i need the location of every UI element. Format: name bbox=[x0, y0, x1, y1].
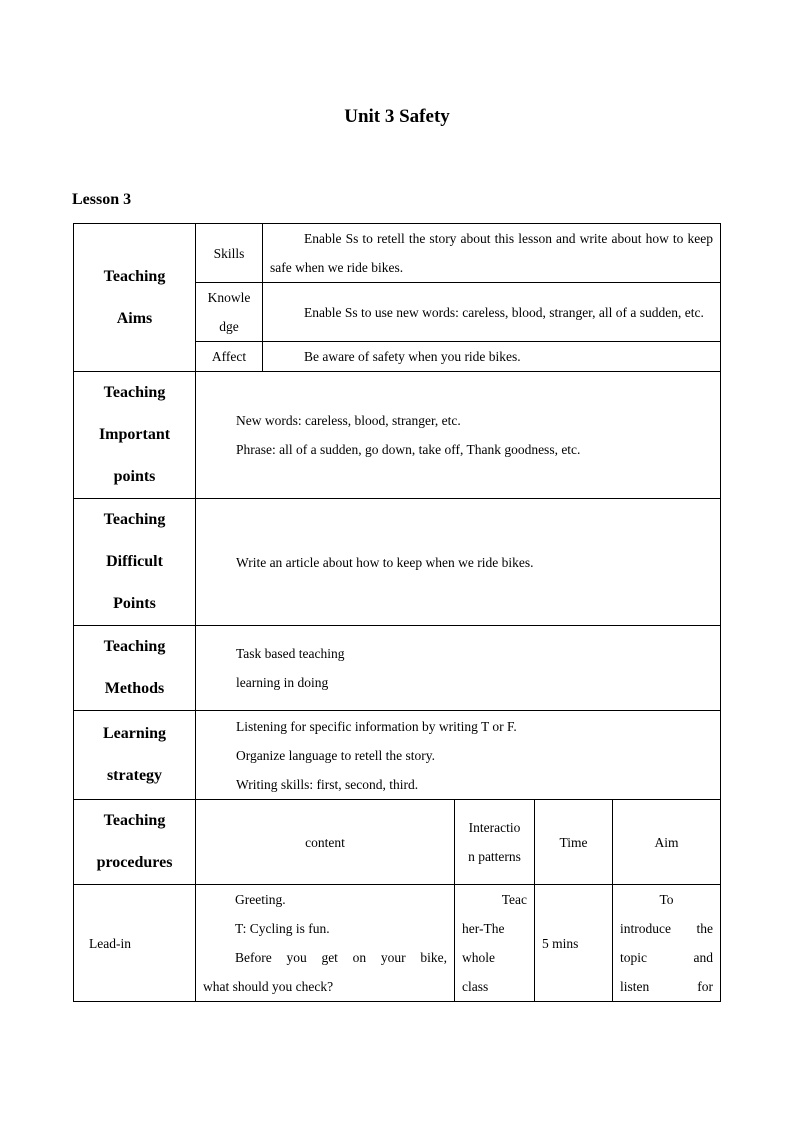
knowledge-text: Enable Ss to use new words: careless, blood, stranger, all of a sudden, etc. bbox=[263, 283, 721, 342]
affect-text: Be aware of safety when you ride bikes. bbox=[263, 342, 721, 372]
procedures-header-row bbox=[74, 800, 721, 885]
column-content-header: content bbox=[196, 800, 455, 885]
lesson-plan-table bbox=[73, 223, 721, 1002]
column-interaction-header: Interactio n patterns bbox=[455, 800, 535, 885]
difficult-points-row bbox=[74, 499, 721, 626]
page-title: Unit 3 Safety bbox=[344, 106, 450, 127]
strategy-heading: Learning strategy bbox=[102, 725, 167, 784]
important-points-heading: Teaching Important points bbox=[98, 384, 171, 485]
strategy-heading-cell bbox=[74, 711, 196, 800]
important-points-heading-cell bbox=[74, 372, 196, 499]
lead-in-row bbox=[74, 885, 721, 1002]
lead-in-aim: To introduce the topic and listen for bbox=[613, 885, 721, 1002]
methods-heading: Teaching Methods bbox=[103, 638, 166, 697]
skills-label: Skills bbox=[196, 224, 263, 283]
procedures-heading-cell bbox=[74, 800, 196, 885]
skills-text: Enable Ss to retell the story about this lesson and write about how to keep safe when we ride bikes. bbox=[263, 224, 721, 283]
methods-heading-cell bbox=[74, 626, 196, 711]
strategy-content: Listening for specific information by writing T or F. Organize language to retell the story. Writing skills: first, second, third. bbox=[196, 711, 721, 800]
methods-row bbox=[74, 626, 721, 711]
lead-in-time: 5 mins bbox=[535, 885, 613, 1002]
affect-label: Affect bbox=[196, 342, 263, 372]
column-aim-header: Aim bbox=[613, 800, 721, 885]
lead-in-interaction: Teac her-The whole class bbox=[455, 885, 535, 1002]
methods-content: Task based teaching learning in doing bbox=[196, 626, 721, 711]
procedures-heading: Teaching procedures bbox=[96, 812, 173, 871]
column-time-header: Time bbox=[535, 800, 613, 885]
aims-heading-cell bbox=[74, 224, 196, 372]
important-points-row bbox=[74, 372, 721, 499]
aims-skills-row bbox=[74, 224, 721, 283]
lead-in-stage: Lead-in bbox=[74, 885, 196, 1002]
difficult-points-content: Write an article about how to keep when we ride bikes. bbox=[196, 499, 721, 626]
strategy-row bbox=[74, 711, 721, 800]
aims-heading: Teaching Aims bbox=[103, 267, 166, 327]
difficult-points-heading: Teaching Difficult Points bbox=[103, 511, 166, 612]
important-points-content: New words: careless, blood, stranger, etc. Phrase: all of a sudden, go down, take off, Thank goodness, etc. bbox=[196, 372, 721, 499]
knowledge-label: Knowle dge bbox=[196, 283, 263, 342]
difficult-points-heading-cell bbox=[74, 499, 196, 626]
lesson-heading: Lesson 3 bbox=[72, 191, 132, 208]
lead-in-content: Greeting. T: Cycling is fun. Before you get on your bike, what should you check? bbox=[196, 885, 455, 1002]
